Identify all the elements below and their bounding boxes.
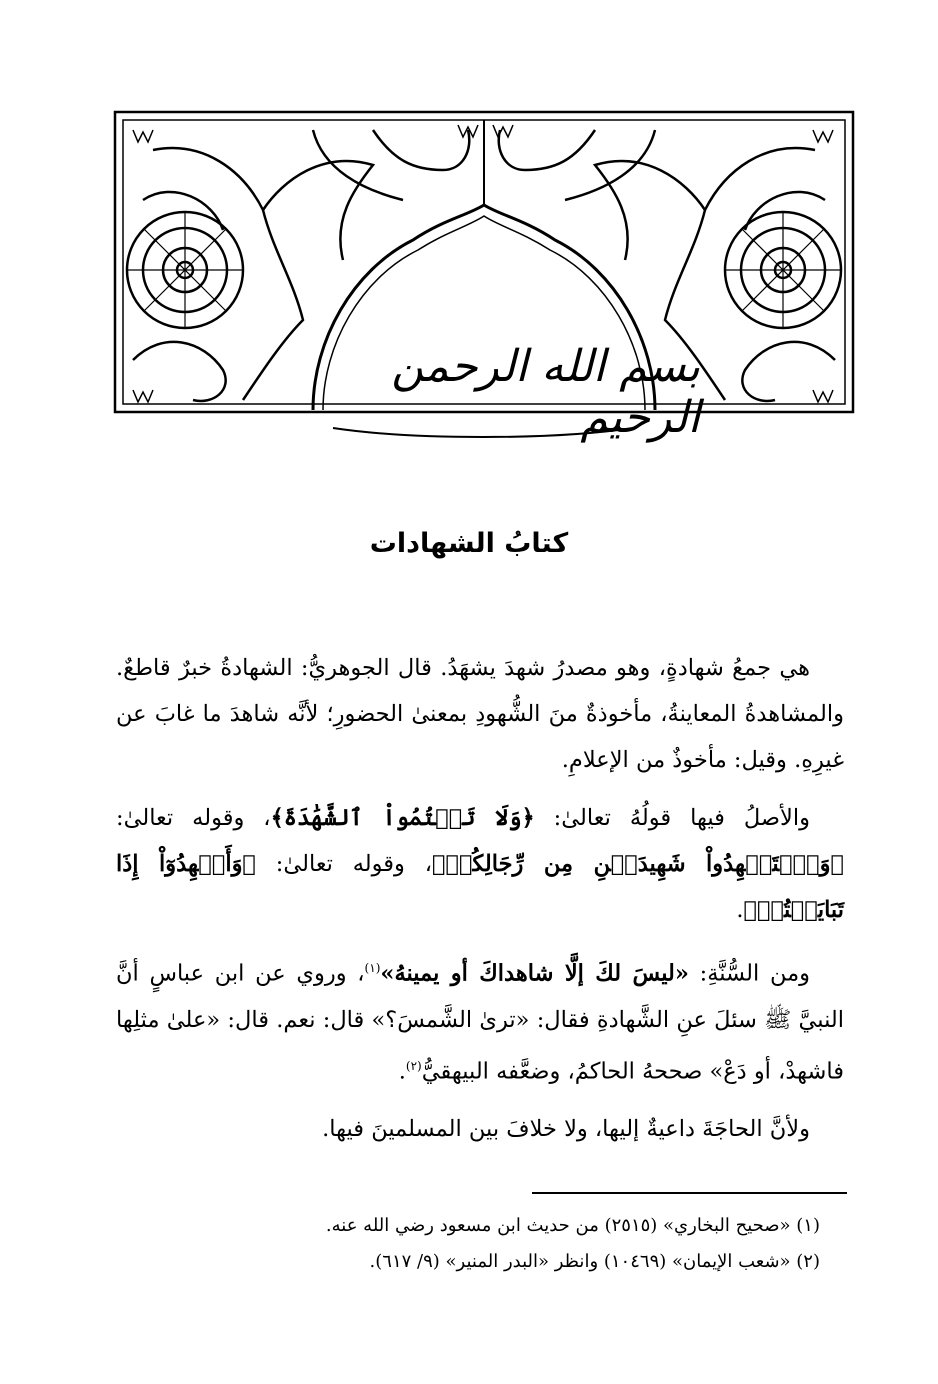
paragraph — [116, 645, 844, 783]
paragraph-text: والأصلُ فيها قولُهُ تعالىٰ: — [534, 805, 810, 831]
paragraph-text: ، وقوله تعالىٰ: — [116, 805, 271, 831]
paragraph — [116, 1106, 844, 1152]
paragraph-text: ، وقوله تعالىٰ: — [255, 851, 432, 877]
paragraph-text: ومن السُّنَّةِ: — [688, 960, 810, 987]
footnotes — [120, 1208, 820, 1280]
footnote-divider — [532, 1192, 847, 1194]
footnote-1: (١) «صحيح البخاري» (٢٥١٥) من حديث ابن مسعود رضي الله عنه. — [325, 1215, 820, 1236]
quran-verse: ﴿وَٱسۡتَشۡهِدُواْ شَهِيدَيۡنِ مِن رِّجَالِكُمۡ﴾ — [432, 851, 845, 877]
paragraph-text: . — [398, 1058, 406, 1084]
paragraph — [116, 795, 844, 933]
paragraph-text: . — [736, 897, 744, 923]
paragraph-text: هي جمعُ شهادةٍ، وهو مصدرُ شهدَ يشهَدُ. قال الجوهريُّ: الشهادةُ خبرٌ قاطعٌ. والمشاهدةُ المعاينةُ، مأخوذةٌ منَ الشُّهودِ بمعنىٰ الحضورِ؛ لأنَّه شاهدَ ما غابَ عن غيرِهِ. وقيل: مأخوذٌ من الإعلامِ. — [116, 655, 844, 773]
basmala-calligraphy: بسم الله الرحمن الرحيم — [391, 341, 700, 443]
paragraph-text: ولأنَّ الحاجَةَ داعيةٌ إليها، ولا خلافَ بين المسلمينَ فيها. — [322, 1116, 810, 1142]
chapter-title: كتابُ الشهادات — [369, 528, 569, 559]
footnote-2: (٢) «شعب الإيمان» (١٠٤٦٩) وانظر «البدر المنير» (٩/ ٦١٧). — [369, 1251, 820, 1272]
quran-verse: ﴿وَلَا تَكۡتُمُواْ ٱلشَّهَٰدَةَ﴾ — [270, 805, 535, 831]
hadith-quote: «ليسَ لكَ إلَّا شاهداكَ أو يمينهُ» — [380, 960, 689, 987]
footnote-reference: (٢) — [405, 1058, 422, 1073]
paragraph — [116, 945, 844, 1094]
quran-verse: ﴿وَأَشۡهِدُوٓاْ إِذَا تَبَايَعۡتُمۡ﴾ — [116, 851, 844, 923]
footnote-reference: (١) — [364, 961, 381, 975]
paragraph-text: ، وروي عن ابن عباسٍ أنَّ النبيَّ ﷺ سئلَ عنِ الشَّهادةِ فقال: «ترىٰ الشَّمسَ؟» قال: نعم. قال: «علىٰ مثلِها فاشهدْ، أو دَعْ» صححهُ الحاكمُ، وضعَّفه البيهقيُّ — [116, 960, 844, 1084]
body-text — [116, 645, 844, 1164]
